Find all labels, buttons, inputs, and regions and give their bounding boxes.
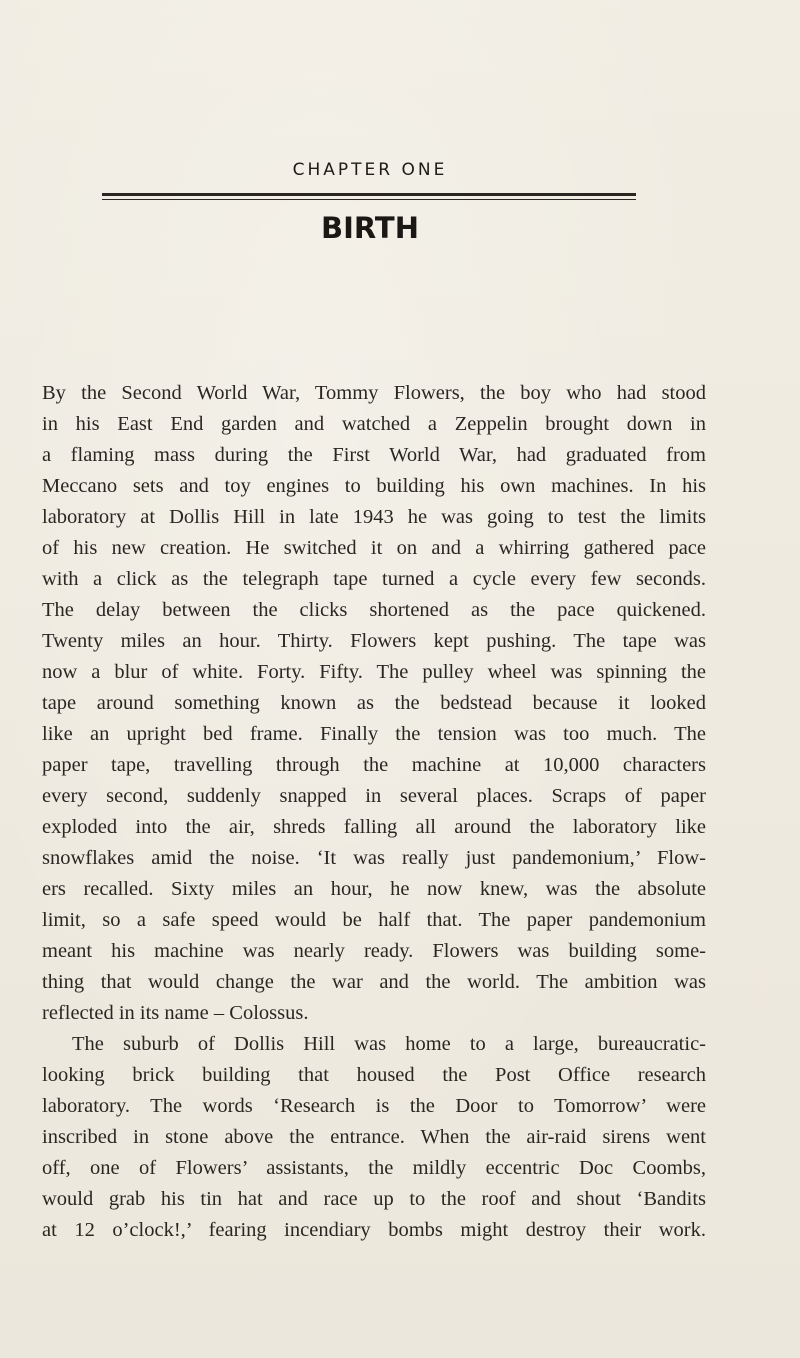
text-line: Meccano sets and toy engines to building his own machines. In his — [42, 475, 706, 497]
text-line: ers recalled. Sixty miles an hour, he now knew, was the absolute — [42, 878, 706, 900]
text-line: tape around something known as the bedstead because it looked — [42, 692, 706, 714]
text-line: in his East End garden and watched a Zeppelin brought down in — [42, 413, 706, 435]
body-text — [42, 378, 706, 1246]
text-line: off, one of Flowers’ assistants, the mildly eccentric Doc Coombs, — [42, 1157, 706, 1179]
chapter-rule-thick — [102, 193, 636, 196]
text-line: inscribed in stone above the entrance. When the air-raid sirens went — [42, 1126, 706, 1148]
text-line: Twenty miles an hour. Thirty. Flowers kept pushing. The tape was — [42, 630, 706, 652]
chapter-rule-thin — [102, 199, 636, 200]
chapter-label: CHAPTER ONE — [292, 160, 448, 180]
text-line: limit, so a safe speed would be half that. The paper pandemonium — [42, 909, 706, 931]
text-line: like an upright bed frame. Finally the tension was too much. The — [42, 723, 706, 745]
text-line: every second, suddenly snapped in several places. Scraps of paper — [42, 785, 706, 807]
text-line: The delay between the clicks shortened as the pace quickened. — [42, 599, 706, 621]
text-line: with a click as the telegraph tape turned a cycle every few seconds. — [42, 568, 706, 590]
text-line: looking brick building that housed the Post Office research — [42, 1064, 706, 1086]
text-line: By the Second World War, Tommy Flowers, the boy who had stood — [42, 382, 706, 404]
text-line: paper tape, travelling through the machine at 10,000 characters — [42, 754, 706, 776]
text-line: laboratory. The words ‘Research is the Door to Tomorrow’ were — [42, 1095, 706, 1117]
text-line: would grab his tin hat and race up to the roof and shout ‘Bandits — [42, 1188, 706, 1210]
text-line: exploded into the air, shreds falling all around the laboratory like — [42, 816, 706, 838]
text-line: now a blur of white. Forty. Fifty. The pulley wheel was spinning the — [42, 661, 706, 683]
text-line: snowflakes amid the noise. ‘It was really just pandemonium,’ Flow- — [42, 847, 706, 869]
text-line: laboratory at Dollis Hill in late 1943 he was going to test the limits — [42, 506, 706, 528]
text-line: thing that would change the war and the world. The ambition was — [42, 971, 706, 993]
text-line: of his new creation. He switched it on and a whirring gathered pace — [42, 537, 706, 559]
text-line: The suburb of Dollis Hill was home to a large, bureaucratic- — [72, 1033, 706, 1055]
chapter-title: BIRTH — [321, 211, 419, 245]
text-line: reflected in its name – Colossus. — [42, 1002, 309, 1024]
text-line: a flaming mass during the First World War, had graduated from — [42, 444, 706, 466]
text-line: at 12 o’clock!,’ fearing incendiary bombs might destroy their work. — [42, 1219, 706, 1241]
text-line: meant his machine was nearly ready. Flowers was building some- — [42, 940, 706, 962]
